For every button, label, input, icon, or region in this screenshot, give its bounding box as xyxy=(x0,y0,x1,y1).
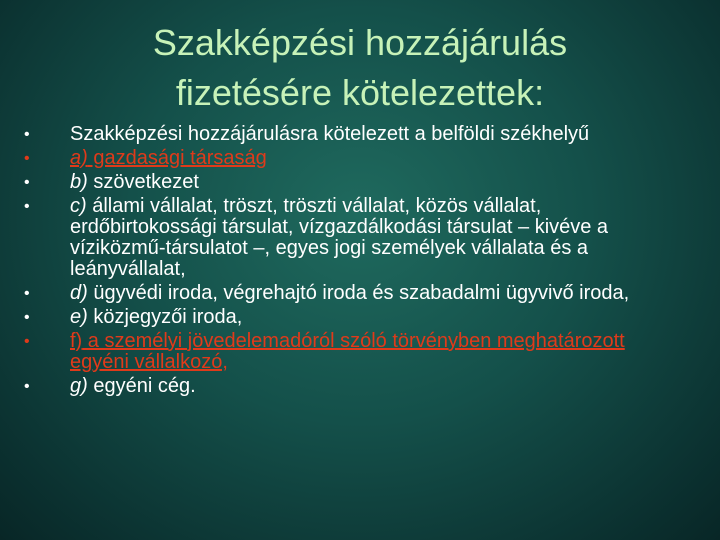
item-label: f) xyxy=(70,330,83,352)
title-line-1: Szakképzési hozzájárulás xyxy=(152,22,568,63)
list-item-f xyxy=(22,331,672,373)
list-item-e xyxy=(22,307,672,328)
item-text: közjegyzői iroda, xyxy=(87,306,243,328)
item-label: g) xyxy=(70,375,88,397)
bullet-list xyxy=(22,124,672,400)
bullet-icon: • xyxy=(24,333,30,350)
list-item-intro xyxy=(22,124,672,145)
list-item-d xyxy=(22,283,672,304)
item-label: d) xyxy=(70,282,88,304)
bullet-icon: • xyxy=(24,378,30,395)
bullet-icon: • xyxy=(24,126,30,143)
item-label: c) xyxy=(70,195,87,217)
list-item-g xyxy=(22,376,672,397)
bullet-icon: • xyxy=(24,198,30,215)
title-line-2: fizetésére kötelezettek: xyxy=(175,72,545,113)
list-item-c xyxy=(22,196,672,280)
item-label: a) xyxy=(70,147,88,169)
list-item-a xyxy=(22,148,672,169)
item-label: b) xyxy=(70,171,88,193)
item-text: gazdasági társaság xyxy=(87,147,267,169)
item-text: a személyi jövedelemadóról szóló törvényben meghatározott egyéni vállalkozó, xyxy=(70,330,625,373)
list-item-b xyxy=(22,172,672,193)
slide-title xyxy=(40,18,680,118)
bullet-icon: • xyxy=(24,174,30,191)
item-label: e) xyxy=(70,306,88,328)
bullet-icon: • xyxy=(24,150,30,167)
item-text: szövetkezet xyxy=(87,171,199,193)
item-text: állami vállalat, tröszt, tröszti vállalat, közös vállalat, erdőbirtokossági társulat, vízgazdálkodási társulat – kivéve a víziközmű-társulatot –, egyes jogi személyek vállalata és a leányvállalat, xyxy=(70,195,609,280)
item-text: egyéni cég. xyxy=(87,375,196,397)
item-text: Szakképzési hozzájárulásra kötelezett a belföldi székhelyű xyxy=(70,123,590,145)
bullet-icon: • xyxy=(24,285,30,302)
bullet-icon: • xyxy=(24,309,30,326)
item-text: ügyvédi iroda, végrehajtó iroda és szabadalmi ügyvivő iroda, xyxy=(87,282,630,304)
